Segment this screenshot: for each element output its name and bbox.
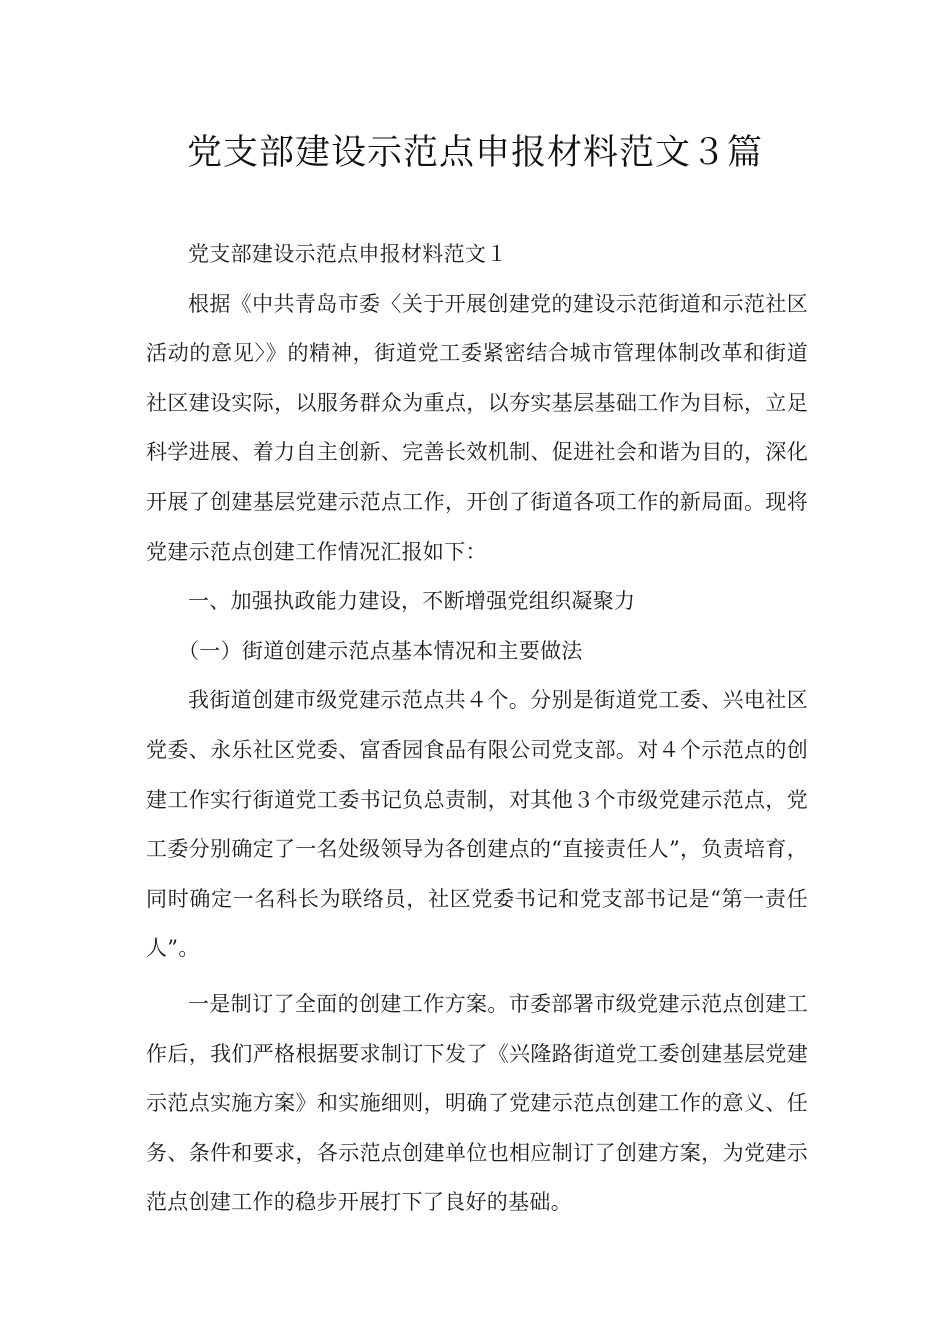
body-paragraph: 我街道创建市级党建示范点共４个。分别是街道党工委、兴电社区党委、永乐社区党委、富香园食品有限公司党支部。对４个示范点的创建工作实行街道党工委书记负总责制，对其他３个市级党建示范点，党工委分别确定了一名处级领导为各创建点的“直接责任人”，负责培育，同时确定一名科长为联络员，社区党委书记和党支部书记是“第一责任人”。: [146, 688, 808, 961]
sub-heading: （一）街道创建示范点基本情况和主要做法: [178, 638, 583, 663]
section-heading: 一、加强执政能力建设，不断增强党组织凝聚力: [188, 589, 636, 614]
section-heading: 党支部建设示范点申报材料范文１: [188, 242, 508, 266]
body-paragraph: 根据《中共青岛市委〈关于开展创建党的建设示范街道和示范社区活动的意见〉》的精神，街道党工委紧密结合城市管理体制改革和街道社区建设实际，以服务群众为重点，以夯实基层基础工作为目标，立足科学进展、着力自主创新、完善长效机制、促进社会和谐为目的，深化开展了创建基层党建示范点工作，开创了街道各项工作的新局面。现将党建示范点创建工作情况汇报如下：: [146, 291, 808, 564]
document-title: 党支部建设示范点申报材料范文３篇: [186, 133, 763, 173]
body-paragraph: 一是制订了全面的创建工作方案。市委部署市级党建示范点创建工作后，我们严格根据要求制订下发了《兴隆路街道党工委创建基层党建示范点实施方案》和实施细则，明确了党建示范点创建工作的意义、任务、条件和要求，各示范点创建单位也相应制订了创建方案，为党建示范点创建工作的稳步开展打下了良好的基础。: [146, 991, 808, 1215]
document-body: [146, 230, 808, 1228]
